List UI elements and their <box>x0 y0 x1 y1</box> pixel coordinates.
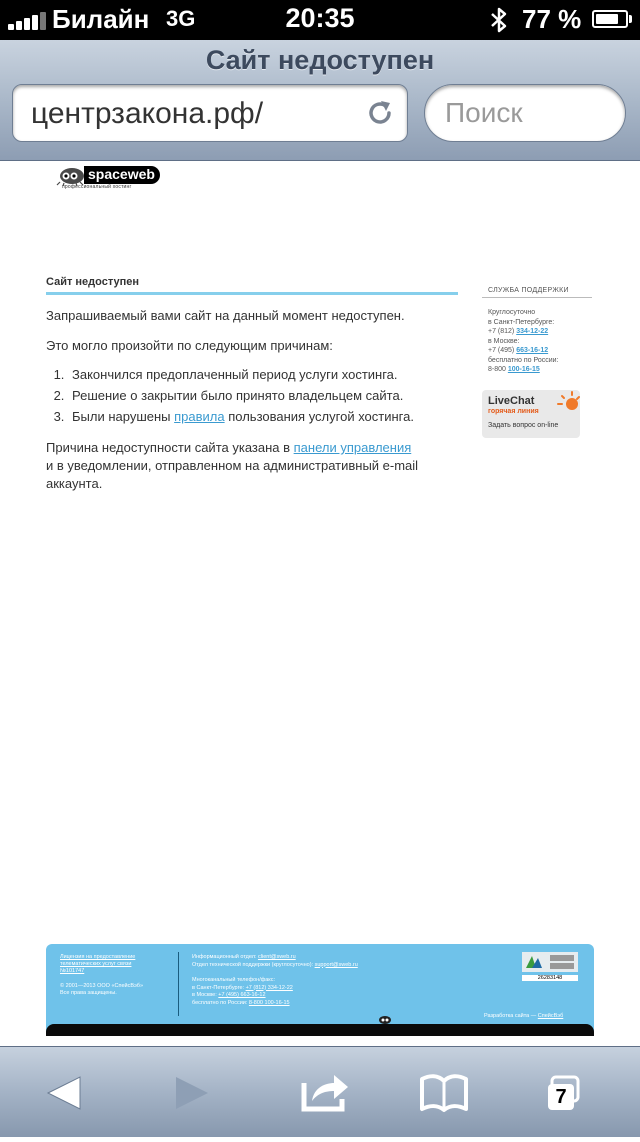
site-footer <box>46 944 594 1036</box>
browser-toolbar <box>0 1046 640 1137</box>
page-title: Сайт недоступен <box>205 45 435 75</box>
support-divider <box>482 297 592 298</box>
support-russia-label: бесплатно по России: <box>488 356 559 364</box>
phone-code: +7 (495) <box>488 347 517 354</box>
control-panel-link[interactable]: панели управления <box>293 440 412 455</box>
support-dept <box>192 962 452 970</box>
support-label: Отдел технической поддержки (круглосуточно): <box>192 961 315 968</box>
copyright: © 2001—2013 ООО «СпейсВэб» <box>60 983 144 989</box>
phone-label: бесплатно по России: <box>192 999 249 1006</box>
phone-label: в Санкт-Петербурге: <box>192 984 246 991</box>
list-text: Закончился предоплаченный период услуги хостинга. <box>72 367 398 382</box>
battery-tip <box>629 15 632 23</box>
livechat-subtitle: горячая линия <box>488 408 539 415</box>
dev-label: Разработка сайта — <box>484 1013 538 1019</box>
reason-text: Причина недоступности сайта указана в <box>46 440 294 455</box>
forward-arrow-icon <box>140 1047 240 1137</box>
spaceweb-mascot-icon <box>54 166 84 186</box>
list-number: 2. <box>53 388 65 403</box>
unavailable-message: Запрашиваемый вами сайт на данный момент недоступен. <box>46 308 405 323</box>
share-button[interactable] <box>274 1047 374 1137</box>
search-input[interactable] <box>424 84 626 142</box>
back-button[interactable] <box>14 1047 114 1137</box>
spaceweb-logo[interactable] <box>54 166 160 188</box>
list-item <box>46 367 466 388</box>
status-bar <box>0 0 640 40</box>
rules-link[interactable]: правила <box>174 409 225 424</box>
footer-free-phone-link[interactable]: 8-800 100-16-15 <box>248 999 290 1006</box>
developer-link[interactable]: СпейсВэб <box>537 1013 564 1019</box>
logo-tagline: профессиональный хостинг <box>62 184 132 190</box>
phone-label: в Москве: <box>192 992 219 998</box>
share-icon <box>274 1047 374 1137</box>
footer-mascot-icon <box>378 1015 392 1024</box>
support-msk-label: в Москве: <box>488 337 520 345</box>
support-msk-phone <box>488 346 598 356</box>
support-hours: Круглосуточно <box>488 309 536 316</box>
copyright-rights: Все права защищены. <box>60 990 117 996</box>
battery-icon <box>592 10 628 28</box>
url-text[interactable]: центрзакона.рф/ <box>31 97 264 130</box>
battery-level <box>596 14 618 24</box>
info-email-link[interactable]: client@sweb.ru <box>258 954 296 960</box>
livechat-sun-icon <box>556 390 580 414</box>
footer-phone-spb <box>192 985 452 993</box>
reload-icon[interactable] <box>365 98 395 128</box>
info-label: Информационный отдел: <box>192 954 259 960</box>
livechat-ask: Задать вопрос on-line <box>488 422 559 429</box>
tabs-button[interactable] <box>536 1047 636 1137</box>
logo-name: spaceweb <box>88 166 155 182</box>
support-spb-phone <box>488 327 598 337</box>
reason-text-2: и в уведомлении, отправленном на административный e-mail аккаунта. <box>46 458 419 491</box>
reasons-intro: Это могло произойти по следующим причинам: <box>46 338 333 353</box>
browser-navbar <box>0 40 640 161</box>
logo-wordmark <box>84 166 160 184</box>
footer-spb-phone-link[interactable]: +7 (812) 334-12-22 <box>245 984 293 991</box>
license-link[interactable]: Лицензия на предоставление <box>60 954 136 960</box>
multichannel-label: Многоканальный телефон/факс: <box>192 977 276 983</box>
carrier-name: Билайн <box>52 4 150 34</box>
phone-code: 8-800 <box>488 366 508 373</box>
support-contacts <box>488 308 598 375</box>
mailru-counter-icon[interactable] <box>522 952 578 972</box>
footer-contacts <box>192 954 452 1007</box>
reasons-list <box>46 367 466 430</box>
battery-percent: 77 % <box>522 4 582 34</box>
footer-bottom-bar <box>46 1024 594 1036</box>
content-heading: Сайт недоступен <box>46 276 458 295</box>
livechat-button[interactable] <box>482 390 580 438</box>
support-title: СЛУЖБА ПОДДЕРЖКИ <box>488 287 569 294</box>
list-text: Решение о закрытии было принято владельцем сайта. <box>72 388 404 403</box>
list-number: 1. <box>53 367 65 382</box>
list-item <box>46 409 466 430</box>
license-link-3[interactable]: №101747 <box>60 968 85 974</box>
russia-phone-link[interactable]: 100-16-15 <box>507 366 540 373</box>
list-text: Были нарушены <box>72 409 175 424</box>
support-email-link[interactable]: support@sweb.ru <box>314 961 358 968</box>
back-arrow-icon <box>14 1047 114 1137</box>
footer-divider <box>178 952 179 1016</box>
footer-legal <box>60 954 170 997</box>
phone-code: +7 (812) <box>488 328 517 335</box>
developer-credit <box>484 1013 563 1019</box>
support-russia-phone <box>488 365 598 375</box>
list-item <box>46 388 466 409</box>
forward-button[interactable] <box>140 1047 240 1137</box>
list-text: пользования услугой хостинга. <box>224 409 414 424</box>
bookmarks-book-icon <box>394 1047 494 1137</box>
tab-count: 7 <box>548 1084 574 1110</box>
support-spb-label: в Санкт-Петербурге: <box>488 318 555 326</box>
footer-phone-msk <box>192 992 452 1000</box>
search-placeholder[interactable]: Поиск <box>445 97 523 128</box>
bookmarks-button[interactable] <box>394 1047 494 1137</box>
livechat-title: LiveChat <box>488 395 535 407</box>
counter-number: 26283148 <box>522 975 578 981</box>
bluetooth-icon <box>488 6 510 34</box>
footer-msk-phone-link[interactable]: +7 (495) 663-16-12 <box>218 992 266 998</box>
reason-location-message <box>46 439 466 493</box>
clock: 20:35 <box>285 3 355 33</box>
spb-phone-link[interactable]: 334-12-22 <box>516 328 549 335</box>
footer-phone-free <box>192 1000 452 1008</box>
url-field[interactable] <box>12 84 408 142</box>
network-type: 3G <box>166 6 196 31</box>
license-link-2[interactable]: телематических услуг связи <box>60 961 132 967</box>
msk-phone-link[interactable]: 663-16-12 <box>516 347 549 354</box>
list-number: 3. <box>53 409 65 424</box>
info-dept <box>192 954 452 962</box>
